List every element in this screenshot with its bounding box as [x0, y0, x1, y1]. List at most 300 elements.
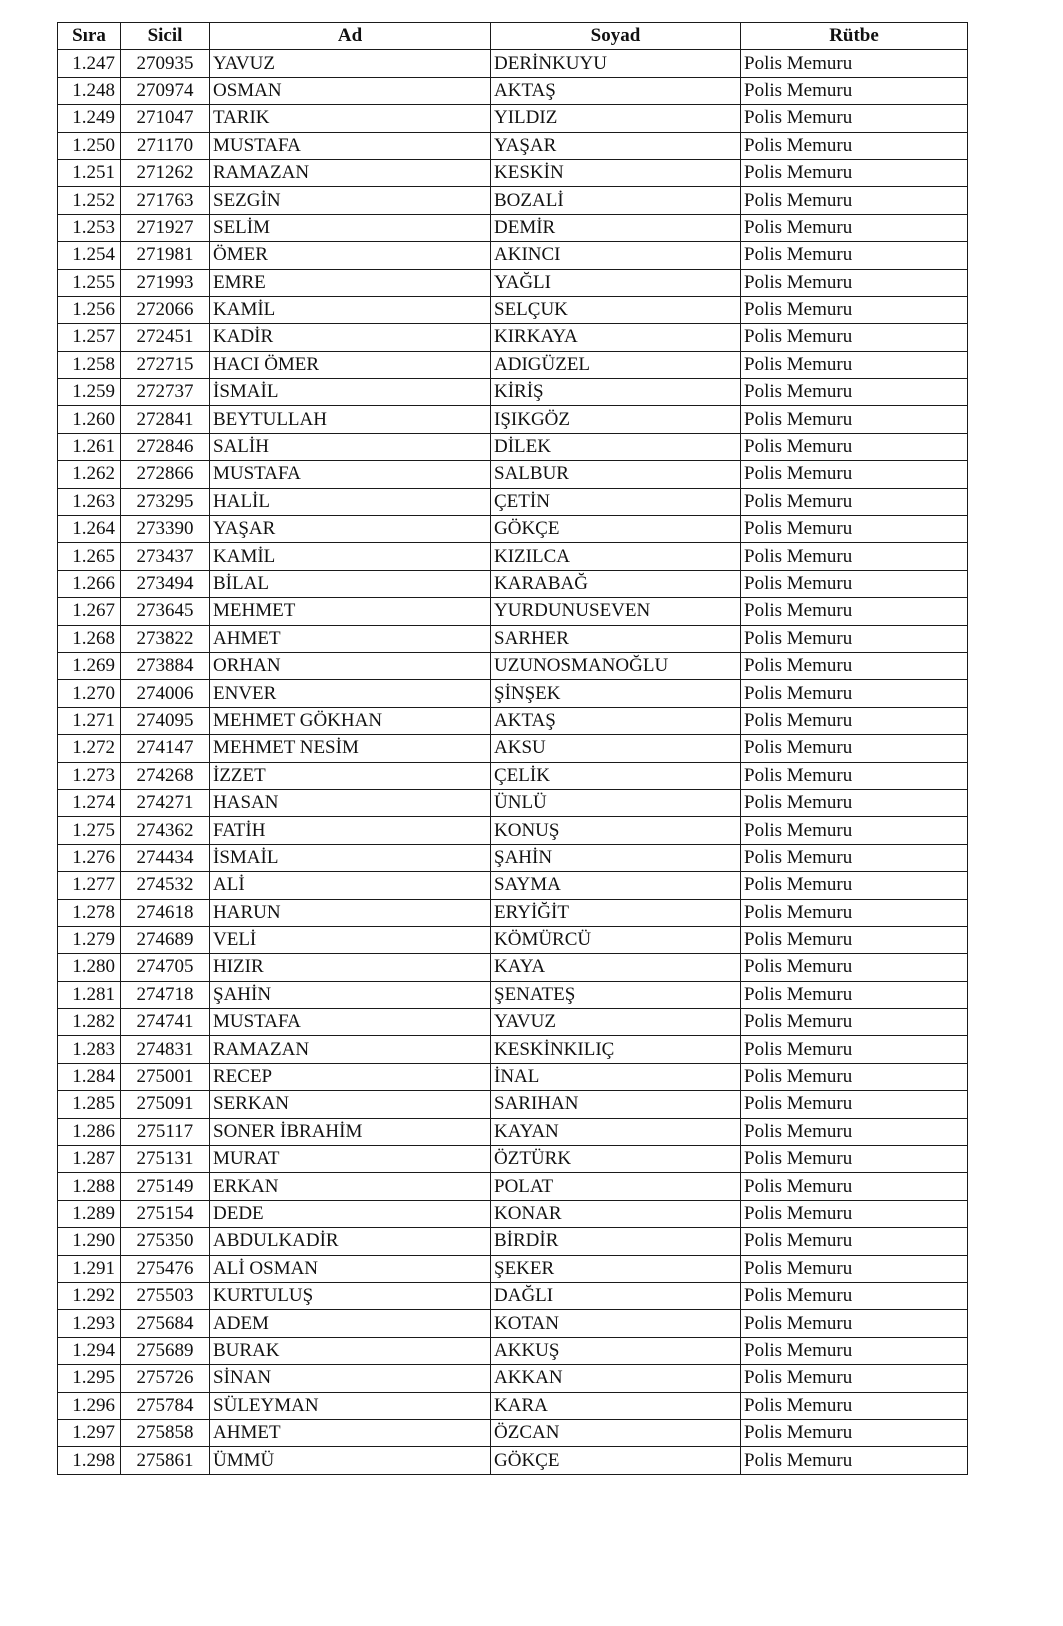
cell-sira: 1.295 — [58, 1365, 121, 1392]
cell-sira: 1.269 — [58, 652, 121, 679]
cell-soyad: KAYAN — [491, 1118, 741, 1145]
cell-sicil: 274831 — [121, 1036, 210, 1063]
cell-sira: 1.247 — [58, 50, 121, 77]
cell-ad: MUSTAFA — [210, 132, 491, 159]
cell-rutbe: Polis Memuru — [741, 406, 968, 433]
cell-sira: 1.257 — [58, 324, 121, 351]
cell-sicil: 274434 — [121, 844, 210, 871]
cell-sicil: 275131 — [121, 1146, 210, 1173]
cell-rutbe: Polis Memuru — [741, 132, 968, 159]
cell-sira: 1.255 — [58, 269, 121, 296]
cell-ad: KURTULUŞ — [210, 1282, 491, 1309]
table-row — [58, 789, 968, 816]
cell-rutbe: Polis Memuru — [741, 817, 968, 844]
cell-ad: OSMAN — [210, 77, 491, 104]
cell-ad: SONER İBRAHİM — [210, 1118, 491, 1145]
cell-sicil: 275476 — [121, 1255, 210, 1282]
cell-soyad: YILDIZ — [491, 105, 741, 132]
cell-rutbe: Polis Memuru — [741, 789, 968, 816]
table-row — [58, 1118, 968, 1145]
cell-soyad: SARHER — [491, 625, 741, 652]
cell-sicil: 275117 — [121, 1118, 210, 1145]
cell-sira: 1.274 — [58, 789, 121, 816]
cell-sicil: 272841 — [121, 406, 210, 433]
cell-sicil: 272846 — [121, 433, 210, 460]
cell-rutbe: Polis Memuru — [741, 899, 968, 926]
cell-soyad: ŞAHİN — [491, 844, 741, 871]
cell-soyad: AKTAŞ — [491, 707, 741, 734]
cell-sicil: 273884 — [121, 652, 210, 679]
cell-sicil: 274271 — [121, 789, 210, 816]
cell-soyad: AKSU — [491, 735, 741, 762]
table-row — [58, 1036, 968, 1063]
cell-rutbe: Polis Memuru — [741, 1146, 968, 1173]
cell-sira: 1.278 — [58, 899, 121, 926]
cell-sira: 1.275 — [58, 817, 121, 844]
cell-sicil: 271981 — [121, 242, 210, 269]
cell-sicil: 275149 — [121, 1173, 210, 1200]
cell-sira: 1.280 — [58, 954, 121, 981]
cell-rutbe: Polis Memuru — [741, 1228, 968, 1255]
cell-sicil: 274718 — [121, 981, 210, 1008]
cell-rutbe: Polis Memuru — [741, 1036, 968, 1063]
cell-rutbe: Polis Memuru — [741, 954, 968, 981]
cell-soyad: KAYA — [491, 954, 741, 981]
cell-sira: 1.271 — [58, 707, 121, 734]
cell-sicil: 274618 — [121, 899, 210, 926]
cell-soyad: SARIHAN — [491, 1091, 741, 1118]
cell-sicil: 275684 — [121, 1310, 210, 1337]
cell-sicil: 271262 — [121, 159, 210, 186]
cell-ad: YAŞAR — [210, 516, 491, 543]
cell-sira: 1.260 — [58, 406, 121, 433]
cell-sira: 1.253 — [58, 214, 121, 241]
cell-rutbe: Polis Memuru — [741, 1200, 968, 1227]
cell-rutbe: Polis Memuru — [741, 762, 968, 789]
cell-sira: 1.290 — [58, 1228, 121, 1255]
cell-ad: KAMİL — [210, 296, 491, 323]
cell-sira: 1.293 — [58, 1310, 121, 1337]
table-row — [58, 214, 968, 241]
cell-ad: VELİ — [210, 926, 491, 953]
header-ad: Ad — [210, 23, 491, 50]
cell-ad: SERKAN — [210, 1091, 491, 1118]
cell-ad: YAVUZ — [210, 50, 491, 77]
cell-soyad: KESKİNKILIÇ — [491, 1036, 741, 1063]
cell-sira: 1.267 — [58, 598, 121, 625]
cell-ad: ALİ OSMAN — [210, 1255, 491, 1282]
table-row — [58, 570, 968, 597]
table-row — [58, 598, 968, 625]
cell-sira: 1.297 — [58, 1419, 121, 1446]
cell-sicil: 274006 — [121, 680, 210, 707]
table-row — [58, 1009, 968, 1036]
cell-soyad: ÖZCAN — [491, 1419, 741, 1446]
cell-sira: 1.251 — [58, 159, 121, 186]
table-row — [58, 187, 968, 214]
cell-soyad: KARABAĞ — [491, 570, 741, 597]
cell-sicil: 272066 — [121, 296, 210, 323]
cell-soyad: DİLEK — [491, 433, 741, 460]
cell-sicil: 274362 — [121, 817, 210, 844]
header-sicil: Sicil — [121, 23, 210, 50]
cell-soyad: KONUŞ — [491, 817, 741, 844]
cell-sicil: 273390 — [121, 516, 210, 543]
cell-ad: HALİL — [210, 488, 491, 515]
cell-ad: ABDULKADİR — [210, 1228, 491, 1255]
cell-rutbe: Polis Memuru — [741, 1310, 968, 1337]
cell-ad: SÜLEYMAN — [210, 1392, 491, 1419]
cell-ad: ÖMER — [210, 242, 491, 269]
cell-sicil: 274268 — [121, 762, 210, 789]
cell-sicil: 275091 — [121, 1091, 210, 1118]
cell-rutbe: Polis Memuru — [741, 296, 968, 323]
cell-sira: 1.277 — [58, 872, 121, 899]
cell-sicil: 275503 — [121, 1282, 210, 1309]
cell-sira: 1.270 — [58, 680, 121, 707]
cell-sicil: 272866 — [121, 461, 210, 488]
cell-ad: EMRE — [210, 269, 491, 296]
cell-sira: 1.263 — [58, 488, 121, 515]
cell-sira: 1.285 — [58, 1091, 121, 1118]
cell-ad: ŞAHİN — [210, 981, 491, 1008]
cell-sira: 1.287 — [58, 1146, 121, 1173]
cell-soyad: YAĞLI — [491, 269, 741, 296]
cell-sira: 1.273 — [58, 762, 121, 789]
cell-ad: ERKAN — [210, 1173, 491, 1200]
cell-ad: TARIK — [210, 105, 491, 132]
cell-rutbe: Polis Memuru — [741, 981, 968, 1008]
cell-ad: ORHAN — [210, 652, 491, 679]
table-row — [58, 516, 968, 543]
table-row — [58, 1337, 968, 1364]
cell-sira: 1.262 — [58, 461, 121, 488]
cell-ad: MUSTAFA — [210, 1009, 491, 1036]
cell-rutbe: Polis Memuru — [741, 77, 968, 104]
cell-soyad: UZUNOSMANOĞLU — [491, 652, 741, 679]
table-row — [58, 242, 968, 269]
cell-sira: 1.272 — [58, 735, 121, 762]
cell-soyad: ÖZTÜRK — [491, 1146, 741, 1173]
cell-ad: ÜMMÜ — [210, 1447, 491, 1474]
cell-rutbe: Polis Memuru — [741, 1091, 968, 1118]
cell-rutbe: Polis Memuru — [741, 1173, 968, 1200]
cell-rutbe: Polis Memuru — [741, 652, 968, 679]
cell-sira: 1.248 — [58, 77, 121, 104]
cell-sicil: 270974 — [121, 77, 210, 104]
header-soyad: Soyad — [491, 23, 741, 50]
table-row — [58, 652, 968, 679]
table-row — [58, 1200, 968, 1227]
cell-soyad: DAĞLI — [491, 1282, 741, 1309]
cell-sira: 1.276 — [58, 844, 121, 871]
table-row — [58, 1173, 968, 1200]
table-row — [58, 1392, 968, 1419]
cell-soyad: IŞIKGÖZ — [491, 406, 741, 433]
cell-sicil: 274095 — [121, 707, 210, 734]
cell-ad: BURAK — [210, 1337, 491, 1364]
table-row — [58, 926, 968, 953]
cell-rutbe: Polis Memuru — [741, 707, 968, 734]
table-row — [58, 406, 968, 433]
cell-sira: 1.298 — [58, 1447, 121, 1474]
cell-ad: ADEM — [210, 1310, 491, 1337]
table-row — [58, 50, 968, 77]
table-row — [58, 269, 968, 296]
cell-sicil: 275858 — [121, 1419, 210, 1446]
cell-soyad: BOZALİ — [491, 187, 741, 214]
table-body — [58, 50, 968, 1474]
table-row — [58, 77, 968, 104]
cell-rutbe: Polis Memuru — [741, 1282, 968, 1309]
cell-sicil: 273295 — [121, 488, 210, 515]
cell-sira: 1.283 — [58, 1036, 121, 1063]
cell-soyad: KÖMÜRCÜ — [491, 926, 741, 953]
cell-rutbe: Polis Memuru — [741, 735, 968, 762]
personnel-table — [57, 22, 968, 1475]
cell-soyad: İNAL — [491, 1063, 741, 1090]
table-row — [58, 296, 968, 323]
cell-sicil: 274705 — [121, 954, 210, 981]
cell-soyad: ERYİĞİT — [491, 899, 741, 926]
cell-sira: 1.294 — [58, 1337, 121, 1364]
cell-rutbe: Polis Memuru — [741, 1365, 968, 1392]
cell-ad: İSMAİL — [210, 379, 491, 406]
cell-ad: MEHMET GÖKHAN — [210, 707, 491, 734]
table-row — [58, 1419, 968, 1446]
cell-sira: 1.249 — [58, 105, 121, 132]
cell-sicil: 275689 — [121, 1337, 210, 1364]
table-row — [58, 872, 968, 899]
cell-sicil: 274147 — [121, 735, 210, 762]
cell-soyad: GÖKÇE — [491, 516, 741, 543]
cell-sicil: 275350 — [121, 1228, 210, 1255]
cell-sira: 1.259 — [58, 379, 121, 406]
cell-ad: HACI ÖMER — [210, 351, 491, 378]
table-row — [58, 1282, 968, 1309]
cell-sicil: 271047 — [121, 105, 210, 132]
cell-ad: ENVER — [210, 680, 491, 707]
cell-sicil: 275154 — [121, 1200, 210, 1227]
cell-rutbe: Polis Memuru — [741, 1447, 968, 1474]
cell-rutbe: Polis Memuru — [741, 379, 968, 406]
cell-sicil: 275784 — [121, 1392, 210, 1419]
cell-rutbe: Polis Memuru — [741, 187, 968, 214]
cell-rutbe: Polis Memuru — [741, 324, 968, 351]
cell-sira: 1.252 — [58, 187, 121, 214]
cell-sicil: 274532 — [121, 872, 210, 899]
cell-rutbe: Polis Memuru — [741, 269, 968, 296]
cell-sira: 1.261 — [58, 433, 121, 460]
cell-rutbe: Polis Memuru — [741, 1255, 968, 1282]
header-rutbe: Rütbe — [741, 23, 968, 50]
table-row — [58, 159, 968, 186]
cell-ad: RAMAZAN — [210, 1036, 491, 1063]
cell-rutbe: Polis Memuru — [741, 625, 968, 652]
cell-rutbe: Polis Memuru — [741, 433, 968, 460]
table-row — [58, 1310, 968, 1337]
cell-rutbe: Polis Memuru — [741, 872, 968, 899]
cell-sicil: 275001 — [121, 1063, 210, 1090]
cell-rutbe: Polis Memuru — [741, 543, 968, 570]
table-row — [58, 954, 968, 981]
cell-sicil: 271993 — [121, 269, 210, 296]
cell-ad: SİNAN — [210, 1365, 491, 1392]
table-row — [58, 1063, 968, 1090]
cell-sicil: 270935 — [121, 50, 210, 77]
cell-rutbe: Polis Memuru — [741, 516, 968, 543]
cell-sira: 1.266 — [58, 570, 121, 597]
table-row — [58, 844, 968, 871]
cell-ad: AHMET — [210, 625, 491, 652]
table-row — [58, 433, 968, 460]
cell-sicil: 273437 — [121, 543, 210, 570]
cell-ad: HARUN — [210, 899, 491, 926]
table-row — [58, 132, 968, 159]
cell-rutbe: Polis Memuru — [741, 50, 968, 77]
cell-soyad: KONAR — [491, 1200, 741, 1227]
cell-rutbe: Polis Memuru — [741, 844, 968, 871]
header-sira: Sıra — [58, 23, 121, 50]
cell-soyad: ŞİNŞEK — [491, 680, 741, 707]
cell-sicil: 273645 — [121, 598, 210, 625]
cell-soyad: DERİNKUYU — [491, 50, 741, 77]
cell-sira: 1.286 — [58, 1118, 121, 1145]
cell-sicil: 275861 — [121, 1447, 210, 1474]
cell-soyad: YAŞAR — [491, 132, 741, 159]
cell-soyad: AKKAN — [491, 1365, 741, 1392]
cell-ad: DEDE — [210, 1200, 491, 1227]
table-row — [58, 1447, 968, 1474]
cell-rutbe: Polis Memuru — [741, 1063, 968, 1090]
cell-ad: MEHMET NESİM — [210, 735, 491, 762]
cell-sira: 1.292 — [58, 1282, 121, 1309]
cell-soyad: AKINCI — [491, 242, 741, 269]
cell-soyad: KESKİN — [491, 159, 741, 186]
cell-ad: İZZET — [210, 762, 491, 789]
cell-rutbe: Polis Memuru — [741, 598, 968, 625]
cell-sicil: 272737 — [121, 379, 210, 406]
cell-sira: 1.291 — [58, 1255, 121, 1282]
cell-rutbe: Polis Memuru — [741, 159, 968, 186]
cell-rutbe: Polis Memuru — [741, 570, 968, 597]
cell-soyad: SALBUR — [491, 461, 741, 488]
cell-rutbe: Polis Memuru — [741, 1392, 968, 1419]
cell-soyad: KARA — [491, 1392, 741, 1419]
cell-sira: 1.296 — [58, 1392, 121, 1419]
cell-soyad: ÇELİK — [491, 762, 741, 789]
table-row — [58, 899, 968, 926]
table-header-row — [58, 23, 968, 50]
cell-sicil: 271763 — [121, 187, 210, 214]
table-row — [58, 461, 968, 488]
cell-soyad: DEMİR — [491, 214, 741, 241]
cell-ad: KAMİL — [210, 543, 491, 570]
cell-soyad: ÜNLÜ — [491, 789, 741, 816]
cell-ad: İSMAİL — [210, 844, 491, 871]
cell-rutbe: Polis Memuru — [741, 488, 968, 515]
cell-ad: SEZGİN — [210, 187, 491, 214]
cell-soyad: BİRDİR — [491, 1228, 741, 1255]
cell-sicil: 273822 — [121, 625, 210, 652]
cell-sira: 1.268 — [58, 625, 121, 652]
table-row — [58, 735, 968, 762]
cell-soyad: SAYMA — [491, 872, 741, 899]
cell-soyad: KOTAN — [491, 1310, 741, 1337]
cell-ad: MURAT — [210, 1146, 491, 1173]
cell-sira: 1.279 — [58, 926, 121, 953]
table-row — [58, 1365, 968, 1392]
cell-ad: HASAN — [210, 789, 491, 816]
cell-rutbe: Polis Memuru — [741, 926, 968, 953]
cell-soyad: ÇETİN — [491, 488, 741, 515]
cell-sira: 1.258 — [58, 351, 121, 378]
table-row — [58, 379, 968, 406]
table-row — [58, 817, 968, 844]
cell-sicil: 273494 — [121, 570, 210, 597]
table-row — [58, 762, 968, 789]
cell-sicil: 275726 — [121, 1365, 210, 1392]
cell-ad: BEYTULLAH — [210, 406, 491, 433]
table-row — [58, 625, 968, 652]
table-row — [58, 543, 968, 570]
cell-rutbe: Polis Memuru — [741, 105, 968, 132]
table-row — [58, 488, 968, 515]
table-row — [58, 1146, 968, 1173]
cell-ad: BİLAL — [210, 570, 491, 597]
cell-soyad: GÖKÇE — [491, 1447, 741, 1474]
cell-rutbe: Polis Memuru — [741, 461, 968, 488]
cell-rutbe: Polis Memuru — [741, 1337, 968, 1364]
cell-sira: 1.281 — [58, 981, 121, 1008]
cell-ad: AHMET — [210, 1419, 491, 1446]
cell-rutbe: Polis Memuru — [741, 1419, 968, 1446]
cell-sira: 1.284 — [58, 1063, 121, 1090]
cell-ad: HIZIR — [210, 954, 491, 981]
cell-sicil: 272715 — [121, 351, 210, 378]
table-row — [58, 981, 968, 1008]
cell-rutbe: Polis Memuru — [741, 242, 968, 269]
cell-soyad: AKTAŞ — [491, 77, 741, 104]
cell-sira: 1.282 — [58, 1009, 121, 1036]
cell-ad: MUSTAFA — [210, 461, 491, 488]
cell-sicil: 271170 — [121, 132, 210, 159]
cell-soyad: ŞEKER — [491, 1255, 741, 1282]
cell-sicil: 271927 — [121, 214, 210, 241]
cell-soyad: SELÇUK — [491, 296, 741, 323]
cell-sira: 1.264 — [58, 516, 121, 543]
cell-sira: 1.250 — [58, 132, 121, 159]
cell-sira: 1.289 — [58, 1200, 121, 1227]
cell-ad: MEHMET — [210, 598, 491, 625]
table-row — [58, 680, 968, 707]
cell-sicil: 274741 — [121, 1009, 210, 1036]
cell-rutbe: Polis Memuru — [741, 214, 968, 241]
cell-ad: KADİR — [210, 324, 491, 351]
table-row — [58, 105, 968, 132]
cell-rutbe: Polis Memuru — [741, 680, 968, 707]
cell-soyad: ŞENATEŞ — [491, 981, 741, 1008]
cell-sira: 1.265 — [58, 543, 121, 570]
cell-rutbe: Polis Memuru — [741, 1118, 968, 1145]
cell-ad: SALİH — [210, 433, 491, 460]
cell-sira: 1.254 — [58, 242, 121, 269]
cell-ad: RAMAZAN — [210, 159, 491, 186]
cell-sira: 1.288 — [58, 1173, 121, 1200]
table-row — [58, 707, 968, 734]
cell-soyad: AKKUŞ — [491, 1337, 741, 1364]
table-row — [58, 1091, 968, 1118]
